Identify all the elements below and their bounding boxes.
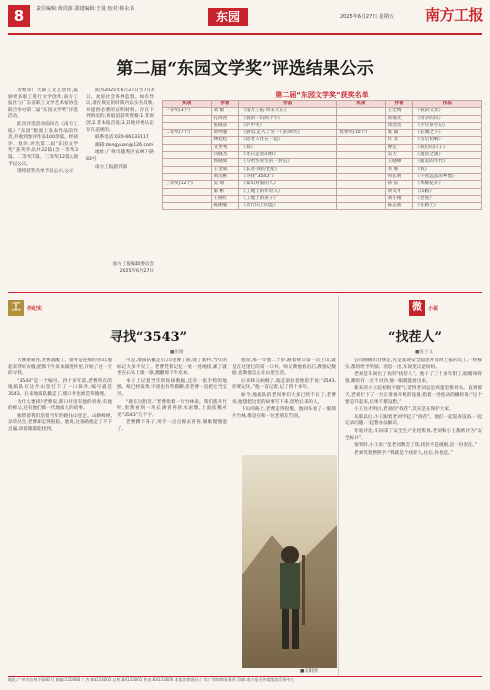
header-cell: 奖项: [163, 101, 212, 108]
notice-column-2: [86, 88, 154, 286]
author-cell: 陈丽敏: [211, 203, 239, 210]
work-cell: 《厨房,走入了另一门的时光》: [239, 130, 337, 137]
award-table-title: 第二届“东园文学奖”获奖名单: [275, 91, 369, 99]
story-paragraph: 下山的路上,老曹走得很慢。他回头看了一眼那片竹林,像是在和一位老朋友告别。: [232, 407, 336, 419]
column-separator: [338, 295, 339, 675]
work-cell: 《我们的日子》: [413, 144, 482, 151]
award-row: [163, 188, 482, 195]
author-cell: 黄汉彬: [211, 173, 239, 180]
award-level-cell: [337, 137, 386, 144]
story-column-2: [117, 358, 227, 674]
award-row: [163, 130, 482, 137]
work-cell: 《太行山上的蓝》: [239, 203, 337, 210]
contact-phone: 联系电话:020-66133117: [95, 135, 149, 141]
author-cell: 林桂松: [211, 137, 239, 144]
award-level-cell: [337, 195, 386, 202]
section-divider: [8, 292, 482, 293]
story-paragraph: 为什么要找?老曹说,那口井里有他的青春,有他的师父,还有他们那一代地质人的故事。: [8, 399, 112, 412]
issue-date: 2025年6月27日 星期五: [340, 14, 394, 20]
header-cell: 作者: [211, 101, 239, 108]
work-cell: 《炉中火》: [239, 122, 337, 129]
author-cell: 王晓峰: [385, 159, 413, 166]
page-number: 8: [8, 5, 30, 27]
work-cell: 《陪老人住在一起》: [239, 137, 337, 144]
notice-column-1: [8, 88, 78, 288]
work-cell: 《工地上的孩子》: [239, 195, 337, 202]
story-paragraph: 年底评比,车间拿了安全生产先进集体,老刘和小王都被评为“安全标兵”。: [345, 428, 482, 441]
award-level-cell: [337, 173, 386, 180]
author-cell: 张晓彦: [211, 122, 239, 129]
award-row: [163, 203, 482, 210]
story-paragraph: 可是,地质队撤走后,山里修了路,建了新村,当年的标记大多不见了。老曹凭着记忆一处一处地找,累了就坐在石头上歇一歇,翻翻那个牛皮本。: [117, 358, 227, 377]
award-row: [163, 144, 482, 151]
story-paragraph: “3543”是一个编号。四十多年前,老曹所在的地质队在这片山里打下了一口探井,编号就是3543。后来地质队撤走了,那口井也被荒草掩埋。: [8, 378, 112, 397]
story-kicker: 作纪实: [27, 306, 43, 312]
award-level-cell: [337, 166, 386, 173]
award-row: [163, 137, 482, 144]
award-level-cell: [163, 122, 212, 129]
author-cell: 黄文才: [385, 188, 413, 195]
author-cell: 郭锡光: [385, 115, 413, 122]
micro-story-column: [345, 358, 482, 674]
award-level-cell: 优秀奖(10个): [337, 130, 386, 137]
story-title: “找茬人”: [388, 330, 442, 345]
contact-email: 邮箱:dongyuan@126.com: [95, 142, 154, 148]
author-cell: 闫晓杰: [211, 152, 239, 159]
page-headline: 第二届“东园文学奖”评选结果公示: [116, 59, 374, 79]
award-level-cell: [163, 188, 212, 195]
award-level-cell: [337, 108, 386, 115]
author-cell: 董 彬: [211, 188, 239, 195]
award-level-cell: 一等奖(3个): [163, 108, 212, 115]
masthead-rule: [8, 33, 482, 35]
story-paragraph: 他说,那一年他二十岁,跟着师父第一次上山,就是在这里打的第一口井。师父教他看岩芯,教他记数据,也教他怎么在山里生活。: [232, 358, 336, 377]
story-paragraph: 老曹蹲下身子,用手一点点擦去青苔,眼眶慢慢湿了。: [117, 420, 227, 432]
award-level-cell: 二等奖(7个): [163, 130, 212, 137]
author-cell: 徐北达: [385, 122, 413, 129]
work-cell: 《工地上的年轻人》: [239, 188, 337, 195]
header-cell: 作品: [239, 101, 337, 108]
masthead: [0, 0, 490, 34]
story-title: 寻找“3543”: [110, 330, 188, 345]
work-cell: 《不曾远去的乡愁》: [413, 173, 482, 180]
story-byline: ■张刚: [170, 350, 184, 355]
notice-signature: [86, 262, 154, 275]
story-paragraph: 老刘是车间出了名的“找茬人”。他干了三十多年钳工,眼睛毒得很,哪里有一点不对劲,他一眼就能看出来。: [345, 372, 482, 384]
award-level-cell: [163, 203, 212, 210]
story-byline: ■张子文: [415, 350, 434, 355]
author-cell: 陈志新: [385, 203, 413, 210]
image-caption: ■吴阳图: [300, 669, 318, 674]
work-cell: 《写给毕业生的一封信》: [239, 159, 337, 166]
contact-department: 南方工报副刊部: [95, 164, 128, 170]
story-paragraph: 后来师父病倒了,临走前拉着他的手说:“3543,你要记住。”他一直记着,记了四十多年。: [232, 378, 336, 391]
work-cell: 《冬日走进田野》: [239, 152, 337, 159]
award-level-cell: [163, 195, 212, 202]
award-level-cell: [163, 137, 212, 144]
award-level-cell: [337, 181, 386, 188]
award-level-cell: [163, 159, 212, 166]
editors-line: 责任编辑:黄洪源 邵建编辑:王曼 校对:蔡永书: [36, 6, 135, 12]
story-paragraph: 老刘笑着摆摆手:“我就是个找茬人,往后,你也是。”: [354, 450, 453, 456]
story-kicker: 小说: [428, 306, 439, 312]
work-cell: 《木棉花开》: [413, 181, 482, 188]
newspaper-logo: 南方工报: [425, 6, 484, 24]
author-cell: 孙 雷: [385, 181, 413, 188]
work-cell: 《山路》: [413, 188, 482, 195]
work-cell: 《母亲的山》: [413, 115, 482, 122]
award-row: [163, 195, 482, 202]
work-cell: 《我的父亲》: [413, 108, 482, 115]
signature-org: 南方工报编辑委员会: [112, 262, 154, 267]
story-paragraph: 天刚蒙蒙亮,老曹就醒了。窗外是连绵的青山,他起来穿好衣服,把那个牛皮本揣进怀里,开始了这一天的寻找。: [8, 358, 112, 377]
story-paragraph: 小王这才明白,老刘的“找茬”,其实是在保护大家。: [354, 407, 454, 413]
story-paragraph: 从那以后,小王跟着老刘学起了“找茬”。他们一起巡查设备,一起记录问题,一起想办法解决。: [345, 414, 482, 427]
author-cell: 张 毅: [385, 130, 413, 137]
contact-address: 地址:广州市越秀区农林下路83号: [86, 150, 154, 162]
author-cell: 刘 敏: [211, 108, 239, 115]
award-table: [162, 100, 482, 210]
section-label: 东园: [208, 8, 248, 26]
work-cell: 《童话之旅》: [413, 152, 482, 159]
author-cell: 文世秀: [211, 144, 239, 151]
story-illustration: [242, 455, 337, 668]
work-cell: 《春》: [239, 144, 337, 151]
notice-paragraph: 现将获奖名单予以公示,公示: [17, 169, 74, 175]
story-paragraph: 公司刚刚出台规定,凡是发现安全隐患并及时上报的员工,一经核实,都将给予奖励。消息一出,车间里议论纷纷。: [345, 358, 482, 370]
author-cell: 吴 锦: [211, 181, 239, 188]
award-level-cell: [337, 115, 386, 122]
work-cell: 《长城之下》: [413, 130, 482, 137]
notice-paragraph: 此次评选活动面向在《南方工报》“东园”版面上发表作品的作者,共收到参评作品100余篇。经初评、复评,评出第二届“东园文学奖”获奖作品共22篇(含一等奖3篇、二等奖7篇、三等奖12篇),现予以公示。: [8, 121, 78, 167]
story-paragraph: 领奖时,小王说:“是老刘教会了我,找茬不是挑刺,是一份责任。”: [354, 443, 478, 449]
author-cell: 李 俊: [385, 166, 413, 173]
award-table-body: [163, 108, 482, 210]
author-cell: 何长明: [385, 173, 413, 180]
award-level-cell: [163, 152, 212, 159]
work-cell: 《逝去的年代》: [413, 159, 482, 166]
work-cell: 《泰山对面的人》: [239, 181, 337, 188]
award-row: [163, 115, 482, 122]
award-row: [163, 122, 482, 129]
work-cell: 《我的一山两个半》: [239, 115, 337, 122]
header-cell: 作品: [413, 101, 482, 108]
award-level-cell: [337, 203, 386, 210]
story-paragraph: 新来的小王起初很不服气,觉得老刘总是鸡蛋里挑骨头。直到那天,老刘拦下了一台正准备开机的设备,指着一处松动的螺栓说:“这个要是开起来,后果不堪设想。”: [345, 386, 482, 405]
work-cell: 《在路上》: [413, 203, 482, 210]
award-row: [163, 181, 482, 188]
author-cell: 王晓红: [211, 195, 239, 202]
author-cell: 郭晓辉: [211, 159, 239, 166]
story-column-1: [8, 358, 112, 674]
award-level-cell: [163, 166, 212, 173]
story-paragraph: 如今,地质队的老同事们大多已经不在了,老曹说,他想把这里的故事写下来,留给后来的人。: [232, 392, 336, 405]
story-paragraph: 本子上记着当年的钻探数据,还有一张手绘的地图。纸已经发黄,字迹也有些模糊,但老曹一直把它当宝贝。: [117, 378, 227, 397]
page-footer: 地址:广州市农林下路83号 邮编:510080 广告:84133003 总机:84133001 传真:84133000 本报法律顾问:广东广和律师事务所 印刷:南方报业传媒集团印务中心: [8, 676, 482, 683]
author-cell: 刘小俊: [385, 195, 413, 202]
section-badge-micro: 微: [409, 300, 425, 316]
header-cell: 作者: [385, 101, 413, 108]
author-cell: 许 先: [385, 137, 413, 144]
award-level-cell: [163, 115, 212, 122]
work-cell: 《雪后初晴》: [413, 137, 482, 144]
work-cell: 《小年岁小记》: [413, 122, 482, 129]
story-paragraph: “就在这附近。”老曹指着一片竹林说。我们拨开竹叶,果然看到一块长满青苔的水泥墩,上面依稀可见“3543”几个字。: [117, 399, 227, 418]
award-level-cell: [337, 188, 386, 195]
award-row: [163, 166, 482, 173]
notice-paragraph: 期为2025年6月27日至7月4日。欢迎社会各界监督。如有异议,请在规定的时限内以实名反映,并提供必要的证明材料。存在下列情况的,将取消获奖资格:1.非原创;2.非本报首发;3.其他评委认定存在违规的。: [86, 88, 154, 133]
section-badge-work: 工: [8, 300, 24, 316]
award-row: [163, 173, 482, 180]
award-level-cell: [337, 122, 386, 129]
author-cell: 吴天: [385, 152, 413, 159]
award-level-cell: 三等奖(12个): [163, 181, 212, 188]
illustration-figure: [242, 455, 337, 668]
story-paragraph: 他带着我们沿着当年的路往山里走。山路崎岖,杂草丛生,老曹却走得很稳。他说,这条路他走了不下百遍,闭着眼都能找到。: [8, 413, 112, 432]
author-cell: 刘坤强: [211, 130, 239, 137]
award-level-cell: [163, 173, 212, 180]
work-cell: 《长者·我的老屋》: [239, 166, 337, 173]
award-level-cell: [337, 159, 386, 166]
award-row: [163, 152, 482, 159]
work-cell: 《老屋》: [413, 195, 482, 202]
award-row: [163, 159, 482, 166]
award-level-cell: [337, 152, 386, 159]
author-cell: 王金斌: [211, 166, 239, 173]
story-column-3: [232, 358, 336, 452]
author-cell: 王宏梅: [385, 108, 413, 115]
notice-paragraph: 为繁荣广大职工文艺创作,鼓励更多职工进行文学创作,南方工报社与广东省职工文学艺术家协会联合举办第二届“东园文学奖”评选活动。: [8, 88, 78, 120]
work-cell: 《我》: [413, 166, 482, 173]
signature-date: 2025年6月27日: [119, 268, 154, 274]
award-row: [163, 108, 482, 115]
header-cell: 奖项: [337, 101, 386, 108]
award-level-cell: [337, 144, 386, 151]
work-cell: 《寻找“3543”》: [239, 173, 337, 180]
award-level-cell: [163, 144, 212, 151]
author-cell: 曹宏: [385, 144, 413, 151]
award-table-header: [163, 101, 482, 108]
work-cell: 《南方工报·周末大正》: [239, 108, 337, 115]
author-cell: 扎阿西: [211, 115, 239, 122]
